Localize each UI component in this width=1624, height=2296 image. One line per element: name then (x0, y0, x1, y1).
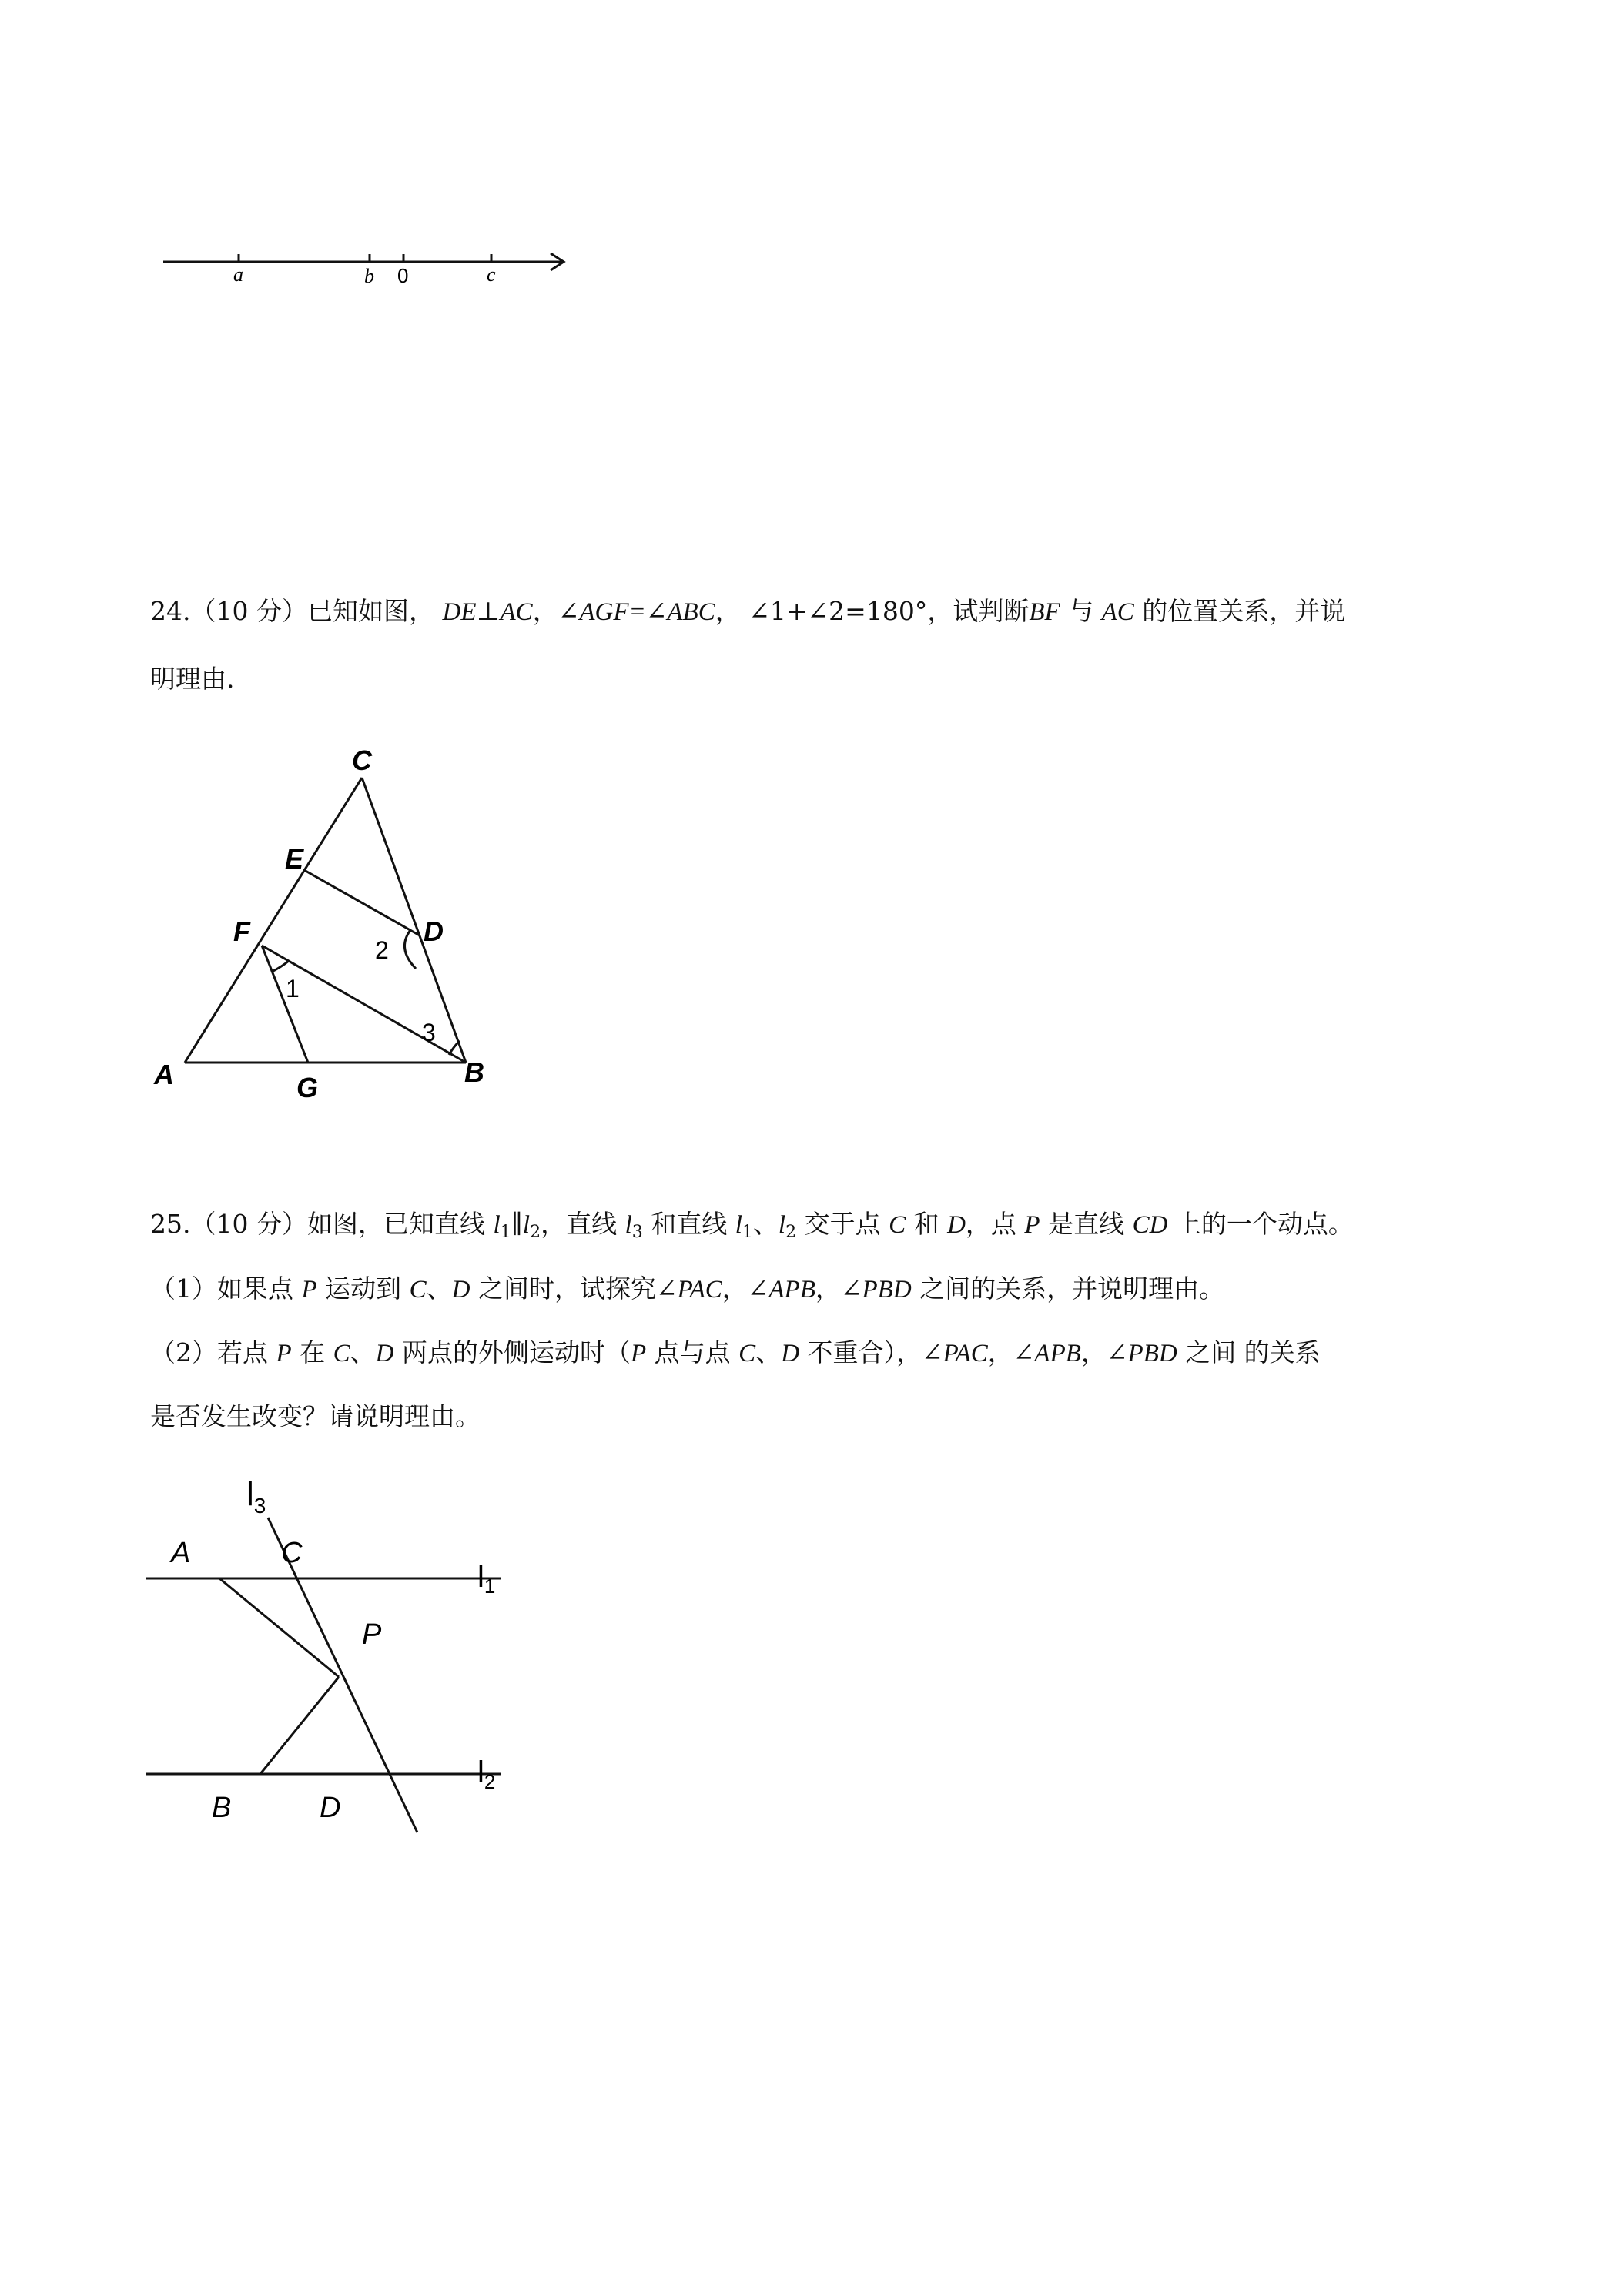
sep: ， (987, 1337, 1013, 1367)
word-with: 与 (1060, 596, 1102, 626)
sub: 1 (742, 1223, 753, 1242)
segment-ac-line (185, 778, 362, 1063)
angle-2-label: 2 (375, 936, 389, 964)
question-24-rest: 的位置关系，并说 (1133, 596, 1346, 626)
question-24-mid: ，试判断 (927, 596, 1030, 626)
angle-pbd: ∠PBD (1106, 1340, 1177, 1367)
sep: ， (715, 596, 741, 626)
point-c: C (889, 1211, 906, 1239)
q25-text: 是直线 (1040, 1209, 1133, 1239)
angle-2-arc (404, 930, 416, 969)
angle-3-label: 3 (422, 1019, 436, 1046)
segment-ed (304, 870, 420, 935)
condition-de-perp-ac: DE⊥AC (442, 598, 533, 626)
parallel-symbol: ∥ (511, 1209, 523, 1239)
q25-text: ，直线 (541, 1209, 625, 1239)
angle-3-arc (449, 1041, 460, 1055)
point-c: C (738, 1340, 756, 1367)
point-p: P (301, 1276, 317, 1304)
label-c: c (487, 263, 496, 286)
label-b: b (364, 265, 374, 287)
line-l1: l (735, 1211, 742, 1239)
triangle-figure (150, 739, 512, 1116)
label-p: P (362, 1618, 382, 1651)
angle-pbd: ∠PBD (840, 1276, 912, 1304)
point-c: C (409, 1276, 427, 1304)
point-p: P (276, 1340, 292, 1367)
line-l1: l (493, 1211, 501, 1239)
q25-text: 交于点 (796, 1209, 889, 1239)
line-cd: CD (1132, 1211, 1168, 1239)
sub: 2 (785, 1223, 797, 1242)
q25-text: 两点的外侧运动时（ (393, 1337, 631, 1367)
question-25-number: 25 (150, 1209, 182, 1239)
q25-text: 、 (752, 1209, 779, 1239)
q25-text: 运动到 (316, 1274, 410, 1304)
line-l2: l (778, 1211, 786, 1239)
segment-ac: AC (1101, 598, 1134, 626)
angle-pac: ∠PAC (656, 1276, 722, 1304)
question-25-score: （10 分） (190, 1209, 307, 1239)
line-l3: l (624, 1211, 632, 1239)
question-25-line-1: 25.（10 分）如图，已知直线 $l_1\parallel l_2$，直线 $l_3$ 和直线 $l_1$、$l_2$ 交于点 C 和 D，点 P 是直线 CD 上的一个动点。 (150, 1209, 1354, 1242)
question-25-part-2 (150, 1336, 1490, 1371)
point-f-label: F (233, 915, 250, 947)
label-b: B (212, 1792, 232, 1824)
sep: ， (815, 1274, 841, 1304)
angle-apb: ∠APB (1013, 1340, 1081, 1367)
label-c: C (281, 1537, 303, 1569)
point-b-label: B (464, 1056, 484, 1088)
point-d-label: D (424, 915, 444, 947)
segment-bf: BF (1029, 598, 1060, 626)
q25-text: （1）如果点 (150, 1274, 302, 1304)
label-d: D (320, 1792, 341, 1824)
q25-text: 是否发生改变？请说明理由。 (150, 1401, 481, 1431)
parallel-lines-figure (139, 1459, 539, 1844)
question-24-line-1: 24.（10 分）已知如图， DE⊥AC，∠AGF=∠ABC， ∠1+∠2=180°，试判断BF 与 AC 的位置关系，并说 (150, 596, 1346, 626)
point-g-label: G (296, 1072, 319, 1103)
condition-agf-eq-abc: ∠AGF=∠ABC (558, 598, 715, 626)
sub: 3 (631, 1223, 643, 1242)
sep: ， (1080, 1337, 1107, 1367)
angle-1-arc (272, 961, 289, 972)
point-d: D (781, 1340, 800, 1367)
question-24-score: （10 分） (190, 596, 307, 626)
question-24-line-2 (150, 662, 1490, 696)
label-a: A (171, 1537, 191, 1569)
question-24-number: 24 (150, 596, 182, 626)
label-l1: $l_1$ (477, 1560, 496, 1598)
point-c: C (333, 1340, 350, 1367)
question-25-part-1 (150, 1272, 1490, 1307)
point-p: P (1024, 1211, 1040, 1239)
question-25-part-2-line-2 (150, 1400, 1490, 1434)
q25-text: 、 (350, 1337, 376, 1367)
q25-text: 和直线 (642, 1209, 735, 1239)
label-zero: 0 (397, 264, 409, 287)
q25-text: 、 (755, 1337, 782, 1367)
number-line-figure (154, 239, 585, 293)
segment-cb (362, 778, 466, 1063)
q25-text: 之间的关系，并说明理由。 (911, 1274, 1225, 1304)
sep: ， (532, 596, 558, 626)
sub: 2 (530, 1223, 541, 1242)
point-a-label: A (154, 1059, 174, 1090)
q25-text: 在 (291, 1337, 333, 1367)
q25-text: 上的一个动点。 (1167, 1209, 1354, 1239)
q25-text: ，点 (965, 1209, 1025, 1239)
q25-text: 之间 的关系 (1177, 1337, 1321, 1367)
point-d: D (451, 1276, 470, 1304)
label-a: a (233, 263, 243, 286)
q25-text: 如图，已知直线 (306, 1209, 494, 1239)
sep: ， (722, 1274, 748, 1304)
question-24-intro: 已知如图， (306, 596, 434, 626)
label-l2: $l_2$ (477, 1755, 496, 1793)
point-d: D (947, 1211, 966, 1239)
q25-text: 不重合）， (799, 1337, 922, 1367)
q25-text: 、 (426, 1274, 452, 1304)
q25-text: 和 (906, 1209, 948, 1239)
sub: 1 (500, 1223, 511, 1242)
angle-apb: ∠APB (747, 1276, 815, 1304)
q25-text: 之间时，试探究 (470, 1274, 657, 1304)
label-l3: $l_3$ (246, 1475, 266, 1518)
point-p: P (631, 1340, 647, 1367)
angle-pac: ∠PAC (922, 1340, 988, 1367)
line-l2: l (522, 1211, 531, 1239)
angle-1-label: 1 (286, 975, 300, 1002)
condition-angle-sum: ∠1+∠2=180° (748, 596, 928, 626)
point-d: D (375, 1340, 394, 1367)
question-24-line-2-text: 明理由. (150, 664, 235, 694)
q25-text: 点与点 (646, 1337, 739, 1367)
point-c-label: C (352, 745, 372, 776)
point-e-label: E (285, 843, 304, 875)
segment-pb (260, 1677, 339, 1774)
q25-text: （2）若点 (150, 1337, 276, 1367)
